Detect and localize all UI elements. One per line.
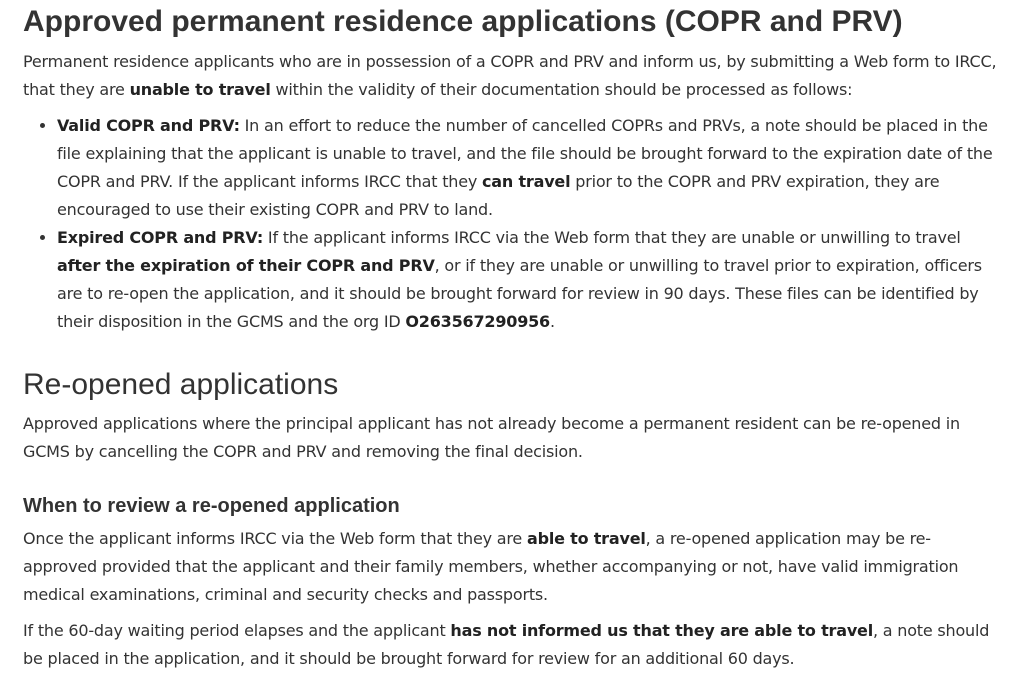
list-item-text: , or if they are unable or unwilling to travel prior to expiration, officers are to re-open the application, and it should be brought forward for review in 90 days. These files can be identified by their disposition in the GCMS and the org ID [57, 256, 982, 331]
bold-able-to-travel: able to travel [526, 529, 646, 548]
list-item-label: Valid COPR and PRV: [57, 116, 240, 135]
list-item-text: . [550, 312, 555, 331]
section-heading-approved-applications: Approved permanent residence applications (COPR and PRV) [23, 5, 903, 38]
intro-bold-unable-to-travel: unable to travel [129, 80, 271, 99]
section-heading-reopened-applications: Re-opened applications [23, 368, 339, 401]
bold-can-travel: can travel [482, 172, 571, 191]
list-item-text: In an effort to reduce the number of cancelled COPRs and PRVs, a note should be placed in the file explaining that the applicant is unable to travel, and the file should be brought forward to the expiration date of the COPR and PRV. If the applicant informs IRCC that they [57, 116, 993, 191]
review-paragraph-able-to-travel [23, 525, 1003, 609]
intro-text-2: within the validity of their documentation should be processed as follows: [270, 80, 853, 99]
org-id: O263567290956 [405, 312, 550, 331]
intro-text-1: Permanent residence applicants who are in possession of a COPR and PRV and inform us, by submitting a Web form to IRCC, that they are [23, 52, 997, 99]
list-item-text: prior to the COPR and PRV expiration, they are encouraged to use their existing COPR and PRV to land. [57, 172, 940, 219]
bold-not-informed: has not informed us that they are able to travel [450, 621, 873, 640]
list-item-text: If the applicant informs IRCC via the Web form that they are unable or unwilling to travel [263, 228, 961, 247]
reopened-applications-intro: Approved applications where the principal applicant has not already become a permanent resident can be re-opened in GCMS by cancelling the COPR and PRV and removing the final decision. [23, 414, 960, 461]
subheading-when-to-review: When to review a re-opened application [23, 495, 400, 517]
bold-after-expiration: after the expiration of their COPR and PRV [57, 256, 435, 275]
list-item-expired-copr [57, 224, 1003, 336]
processing-rules-list [23, 112, 1003, 336]
approved-applications-intro [23, 48, 1003, 104]
para-text: , a re-opened application may be re-approved provided that the applicant and their family members, whether accompanying or not, have valid immigration medical examinations, criminal and security checks and passports. [23, 529, 959, 604]
list-item-label: Expired COPR and PRV: [57, 228, 264, 247]
para-text: If the 60-day waiting period elapses and the applicant [23, 621, 451, 640]
para-text: , a note should be placed in the application, and it should be brought forward for review for an additional 60 days. [23, 621, 990, 668]
para-text: Once the applicant informs IRCC via the Web form that they are [23, 529, 527, 548]
list-item-valid-copr [57, 112, 1003, 224]
review-paragraph-waiting-period [23, 617, 1003, 673]
